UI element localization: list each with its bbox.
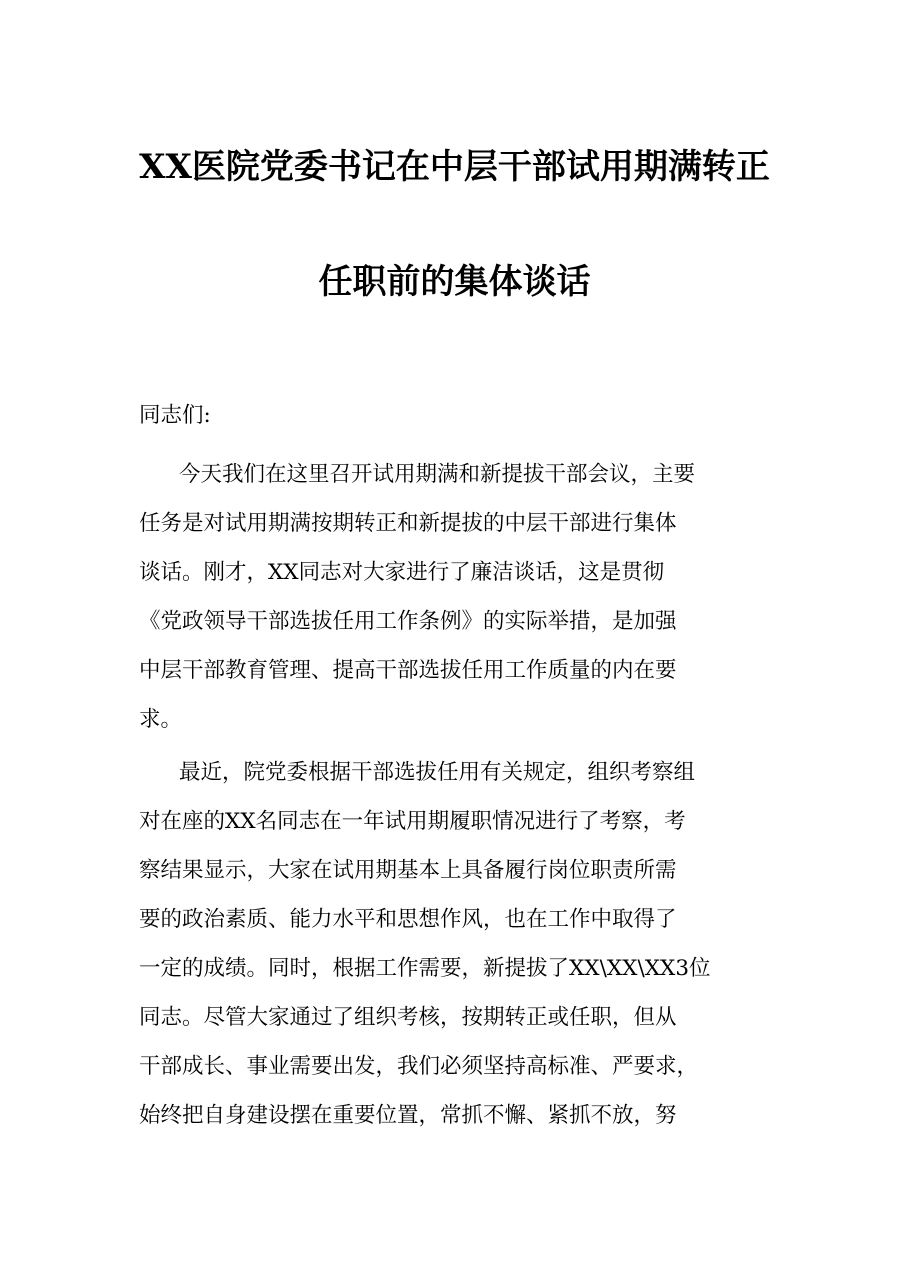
paragraph-line: 《党政领导干部选拔任用工作条例》的实际举措，是加强 — [139, 609, 677, 634]
paragraph-line: 要的政治素质、能力水平和思想作风，也在工作中取得了 — [139, 907, 677, 932]
paragraph-line: 中层干部教育管理、提高干部选拔任用工作质量的内在要 — [139, 658, 677, 683]
paragraph-line: 一定的成绩。同时，根据工作需要，新提拔了XX\XX\XX3位 — [139, 956, 711, 981]
document-title-line-1: XX医院党委书记在中层干部试用期满转正 — [139, 147, 770, 187]
document-title-line-2: 任职前的集体谈话 — [318, 262, 591, 302]
paragraph-line: 任务是对试用期满按期转正和新提拔的中层干部进行集体 — [139, 511, 677, 536]
paragraph-1 — [139, 450, 779, 744]
paragraph-line: 始终把自身建设摆在重要位置，常抓不懈、紧抓不放，努 — [139, 1103, 677, 1128]
paragraph-line: 察结果显示，大家在试用期基本上具备履行岗位职责所需 — [139, 858, 677, 883]
paragraph-line: 同志。尽管大家通过了组织考核，按期转正或任职，但从 — [139, 1005, 677, 1030]
greeting-text: 同志们: — [139, 403, 211, 428]
paragraph-line: 求。 — [139, 707, 183, 732]
paragraph-line: 谈话。刚才，XX同志对大家进行了廉洁谈话，这是贯彻 — [139, 560, 665, 585]
paragraph-line: 干部成长、事业需要出发，我们必须坚持高标准、严要求， — [139, 1054, 699, 1079]
paragraph-line: 对在座的XX名同志在一年试用期履职情况进行了考察，考 — [139, 809, 686, 834]
paragraph-line: 最近，院党委根据干部选拔任用有关规定，组织考察组 — [179, 760, 696, 785]
paragraph-2 — [139, 748, 779, 1140]
greeting — [139, 391, 779, 440]
paragraph-line: 今天我们在这里召开试用期满和新提拔干部会议，主要 — [179, 462, 696, 487]
